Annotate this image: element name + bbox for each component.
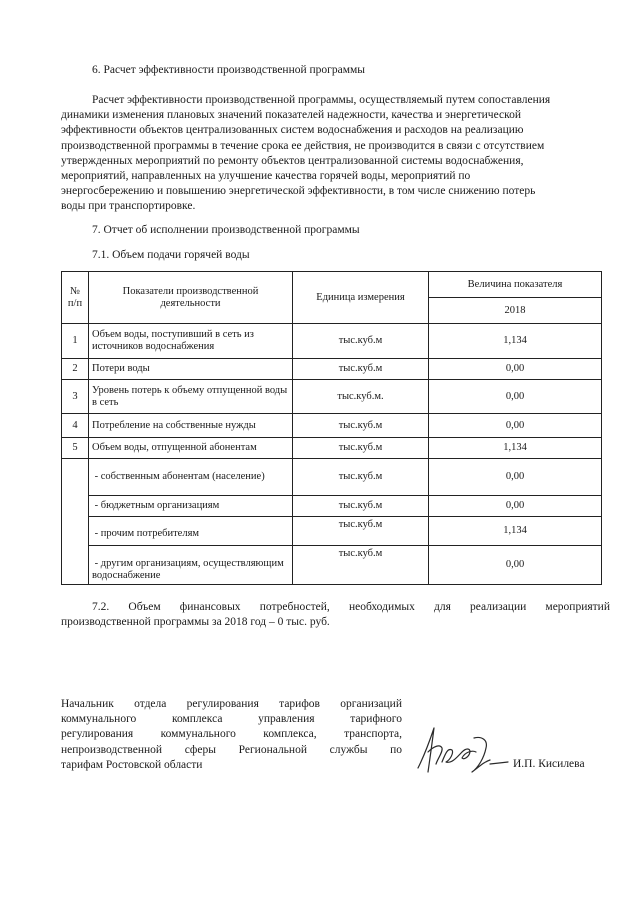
- row-unit: тыс.куб.м.: [293, 380, 429, 414]
- table-row: [62, 459, 602, 496]
- row-unit: тыс.куб.м: [293, 414, 429, 438]
- row-value: 1,134: [429, 324, 602, 359]
- section-6-paragraph: [61, 93, 610, 215]
- header-indicator: Показатели производственной деятельности: [89, 272, 293, 324]
- row-value: 0,00: [429, 459, 602, 496]
- row-unit: тыс.куб.м: [293, 438, 429, 459]
- row-unit: тыс.куб.м: [293, 324, 429, 359]
- row-num: 4: [62, 414, 89, 438]
- row-indicator: Уровень потерь к объему отпущенной воды в сеть: [89, 380, 293, 414]
- paragraph-line: эффективности объектов централизованных систем водоснабжения и расходов на реализацию: [61, 124, 524, 137]
- row-num-empty: [62, 459, 89, 585]
- paragraph-line: утвержденных мероприятий по ремонту объектов централизованной системы водоснабжения,: [61, 154, 524, 167]
- header-num: № п/п: [62, 272, 89, 324]
- row-value: 0,00: [429, 359, 602, 380]
- row-indicator: - прочим потребителям: [89, 517, 293, 546]
- row-indicator: Объем воды, отпущенной абонентам: [89, 438, 293, 459]
- row-unit: тыс.куб.м: [293, 517, 429, 546]
- row-value: 0,00: [429, 380, 602, 414]
- section-7-1-heading: 7.1. Объем подачи горячей воды: [92, 249, 250, 261]
- row-indicator: Объем воды, поступивший в сеть из источников водоснабжения: [89, 324, 293, 359]
- row-value: 0,00: [429, 414, 602, 438]
- section-6-heading: 6. Расчет эффективности производственной программы: [92, 64, 366, 76]
- handwritten-signature-icon: [412, 722, 512, 782]
- table-row: [62, 359, 602, 380]
- section-7-heading: 7. Отчет об исполнении производственной программы: [92, 224, 360, 236]
- row-value: 1,134: [429, 438, 602, 459]
- table-row: [62, 380, 602, 414]
- position-line: коммунального комплекса управления тарифного: [61, 713, 402, 726]
- table-row: [62, 414, 602, 438]
- row-indicator: - собственным абонентам (население): [89, 459, 293, 496]
- row-unit: тыс.куб.м: [293, 496, 429, 517]
- row-unit: тыс.куб.м: [293, 546, 429, 585]
- position-line: непроизводственной сферы Региональной службы по: [61, 743, 402, 756]
- row-num: 2: [62, 359, 89, 380]
- row-indicator: Потери воды: [89, 359, 293, 380]
- signatory-position: [61, 697, 402, 773]
- paragraph-line: Расчет эффективности производственной программы, осуществляемый путем сопоставления: [92, 94, 551, 106]
- row-indicator: - бюджетным организациям: [89, 496, 293, 517]
- header-unit: Единица измерения: [293, 272, 429, 324]
- paragraph-line: производственной программы в течение срока ее действия, не производится в связи с отсутствием: [61, 139, 545, 152]
- row-value: 0,00: [429, 546, 602, 585]
- row-indicator: - другим организациям, осуществляющим водоснабжение: [89, 546, 293, 585]
- position-line: тарифам Ростовской области: [61, 758, 203, 771]
- paragraph-line: мероприятий, направленных на улучшение качества горячей воды, мероприятий по: [61, 170, 471, 183]
- paragraph-line: 7.2. Объем финансовых потребностей, необходимых для реализации мероприятий: [92, 601, 610, 613]
- paragraph-line: энергосбережению и повышению энергетической эффективности, в том числе снижению потерь: [61, 185, 536, 198]
- paragraph-line: воды при транспортировке.: [61, 200, 196, 213]
- position-line: Начальник отдела регулирования тарифов организаций: [61, 698, 402, 710]
- section-7-2: [61, 600, 610, 630]
- row-unit: тыс.куб.м: [293, 359, 429, 380]
- row-indicator: Потребление на собственные нужды: [89, 414, 293, 438]
- table-row: [62, 438, 602, 459]
- signatory-name: И.П. Кисилева: [513, 758, 585, 770]
- row-value: 1,134: [429, 517, 602, 546]
- header-year: 2018: [429, 298, 602, 324]
- row-num: 1: [62, 324, 89, 359]
- row-value: 0,00: [429, 496, 602, 517]
- table-row: [62, 324, 602, 359]
- paragraph-line: динамики изменения плановых значений показателей надежности, качества и энергетической: [61, 109, 521, 122]
- table-row: [62, 517, 602, 546]
- position-line: регулирования коммунального комплекса, транспорта,: [61, 728, 402, 741]
- paragraph-line: производственной программы за 2018 год – 0 тыс. руб.: [61, 616, 330, 629]
- table-row: [62, 546, 602, 585]
- table-row: [62, 496, 602, 517]
- hot-water-supply-table: [61, 271, 602, 585]
- row-num: 3: [62, 380, 89, 414]
- row-unit: тыс.куб.м: [293, 459, 429, 496]
- row-num: 5: [62, 438, 89, 459]
- header-value: Величина показателя: [429, 272, 602, 298]
